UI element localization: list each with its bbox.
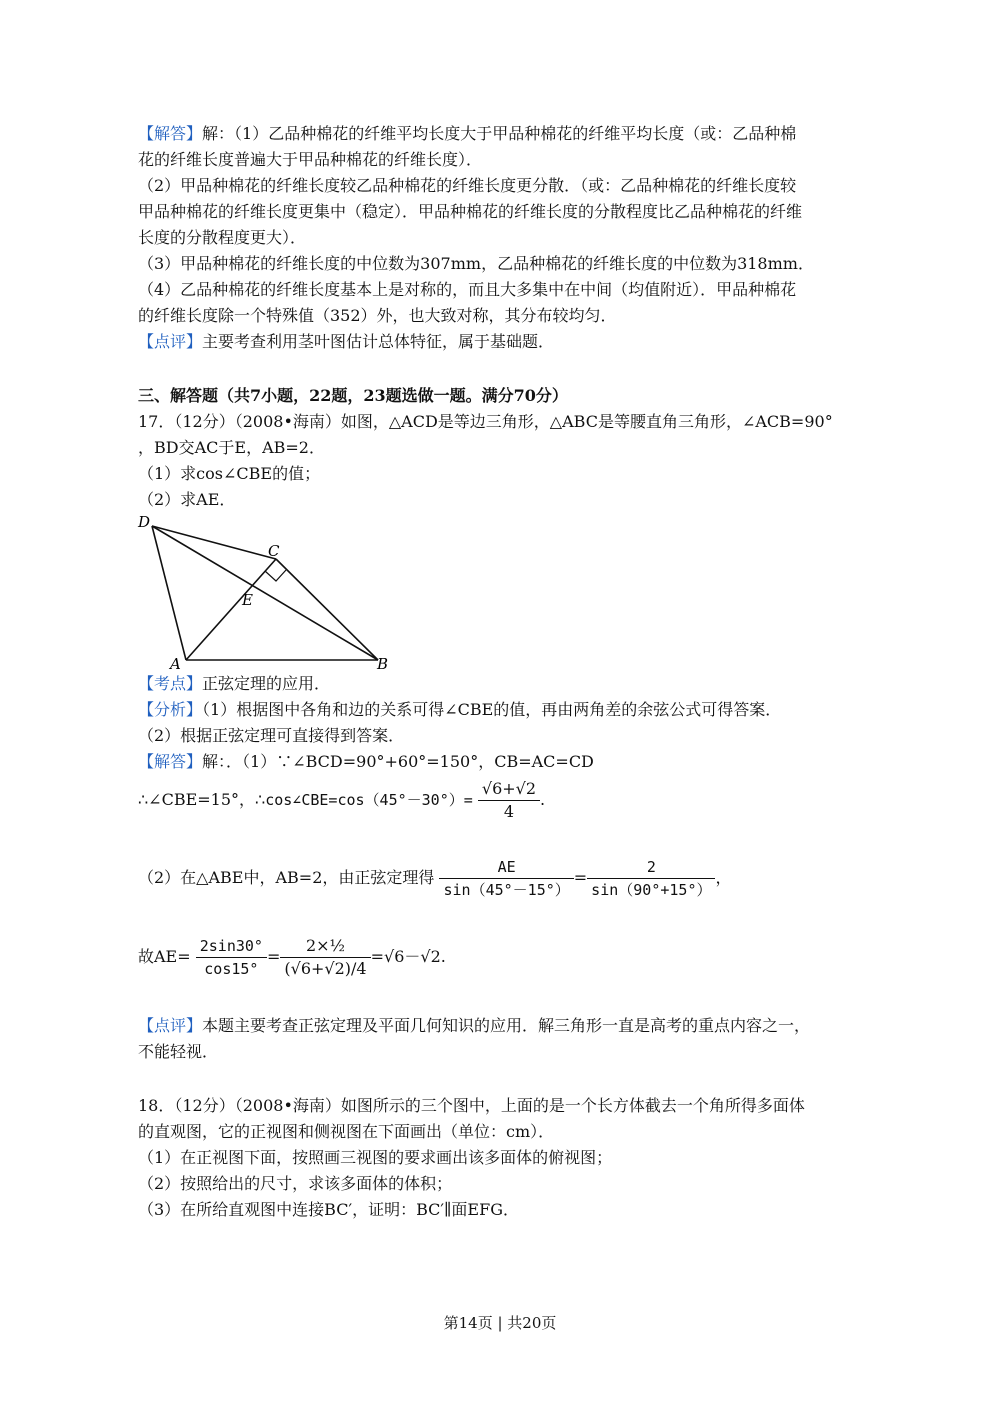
numerator: AE: [439, 856, 573, 879]
text: 本题主要考查正弦定理及平面几何知识的应用．解三角形一直是高考的重点内容之一，: [202, 1016, 811, 1035]
label-c: C: [268, 542, 280, 560]
q17-part1: （1）求cos∠CBE的值；: [138, 464, 321, 483]
label-e: E: [242, 591, 253, 609]
text: =: [573, 868, 588, 887]
text: 正弦定理的应用．: [202, 674, 331, 693]
q17-answer4: [138, 935, 446, 980]
fraction: [280, 935, 370, 980]
text: .: [540, 790, 546, 809]
numerator: 2: [587, 856, 715, 879]
q16-answer-line3: （2）甲品种棉花的纤维长度较乙品种棉花的纤维长度更分散．（或：乙品种棉花的纤维长度较: [138, 176, 797, 195]
q18-part2: （2）按照给出的尺寸，求该多面体的体积；: [138, 1174, 453, 1193]
fraction: [587, 856, 715, 901]
text: =: [370, 947, 384, 966]
denominator: cos15°: [204, 960, 259, 978]
denominator: sin（90°+15°）: [591, 881, 712, 899]
text: 解：．（1）∵∠BCD=90°+60°=150°，CB=AC=CD: [202, 752, 594, 771]
fraction: [196, 935, 267, 980]
fraction: [478, 778, 540, 823]
q16-answer-line2: 花的纤维长度普遍大于甲品种棉花的纤维长度）．: [138, 150, 483, 169]
text: ，: [715, 868, 732, 887]
text: ∴∠CBE=15°，∴: [138, 790, 266, 809]
text: =: [266, 947, 281, 966]
text: （2）在△ABE中，AB=2，由正弦定理得: [138, 868, 435, 887]
denominator: sin（45°－15°）: [443, 881, 570, 899]
text: 解：（1）乙品种棉花的纤维平均长度大于甲品种棉花的纤维平均长度（或：乙品种棉: [202, 124, 797, 143]
label-b: B: [377, 655, 389, 673]
q18-part3: （3）在所给直观图中连接BC′，证明：BC′∥面EFG．: [138, 1200, 519, 1219]
section3-title: 三、解答题（共7小题，22题，23题选做一题。满分70分）: [138, 386, 568, 405]
q16-answer-line5: 长度的分散程度更大）．: [138, 228, 307, 247]
q17-part2: （2）求AE．: [138, 490, 236, 509]
analysis-tag: 【分析】: [138, 700, 203, 719]
q18-part1: （1）在正视图下面，按照画三视图的要求画出该多面体的俯视图；: [138, 1148, 613, 1167]
fraction: [439, 856, 573, 901]
q17-point: [138, 673, 330, 695]
page-footer: 第14页 | 共20页: [443, 1314, 557, 1332]
denominator: (√6+√2)/4: [284, 959, 367, 978]
q16-answer-line6: （3）甲品种棉花的纤维长度的中位数为307mm，乙品种棉花的纤维长度的中位数为318mm．: [138, 254, 814, 273]
q16-answer-line4: 甲品种棉花的纤维长度更集中（稳定）．甲品种棉花的纤维长度的分散程度比乙品种棉花的纤维: [138, 202, 803, 221]
answer-tag: 【解答】: [138, 124, 203, 143]
point-tag: 【考点】: [138, 674, 203, 693]
q17-stem-line1: 17．（12分）（2008•海南）如图，△ACD是等边三角形，△ABC是等腰直角三角形，∠ACB=90°: [138, 412, 833, 431]
comment-tag: 【点评】: [138, 332, 203, 351]
q16-answer-line7: （4）乙品种棉花的纤维长度基本上是对称的，而且大多集中在中间（均值附近）．甲品种棉花: [138, 280, 797, 299]
q17-analysis2: （2）根据正弦定理可直接得到答案．: [138, 726, 405, 745]
formula: cos∠CBE=cos（45°－30°）=: [265, 791, 473, 809]
text: √6－√2.: [384, 947, 446, 966]
q17-answer2: [138, 778, 545, 823]
q17-comment2: 不能轻视．: [138, 1042, 219, 1061]
numerator: 2sin30°: [196, 935, 267, 958]
q18-stem-line2: 的直观图，它的正视图和侧视图在下面画出（单位：cm）．: [138, 1122, 555, 1141]
label-d: D: [138, 513, 151, 531]
q17-stem-line2: ，BD交AC于E，AB=2．: [138, 438, 325, 457]
denominator: 4: [503, 802, 515, 821]
q18-stem-line1: 18．（12分）（2008•海南）如图所示的三个图中，上面的是一个长方体截去一个角所得多面体: [138, 1096, 805, 1115]
label-a: A: [170, 655, 181, 673]
q17-analysis1: [138, 699, 781, 721]
q17-figure: [130, 512, 400, 674]
numerator: √6+√2: [478, 778, 540, 801]
q17-comment1: [138, 1015, 810, 1037]
text: 主要考查利用茎叶图估计总体特征，属于基础题．: [202, 332, 555, 351]
q16-answer-line1: [138, 123, 796, 145]
q16-answer-line8: 的纤维长度除一个特殊值（352）外，也大致对称，其分布较均匀．: [138, 306, 617, 325]
text: （1）根据图中各角和边的关系可得∠CBE的值，再由两角差的余弦公式可得答案．: [202, 700, 782, 719]
answer-tag: 【解答】: [138, 752, 203, 771]
q16-comment: [138, 331, 554, 353]
text: 故AE=: [138, 947, 191, 966]
q17-answer3: [138, 856, 732, 901]
numerator: 2×½: [280, 935, 370, 958]
q17-answer1: [138, 751, 594, 773]
comment-tag: 【点评】: [138, 1016, 203, 1035]
